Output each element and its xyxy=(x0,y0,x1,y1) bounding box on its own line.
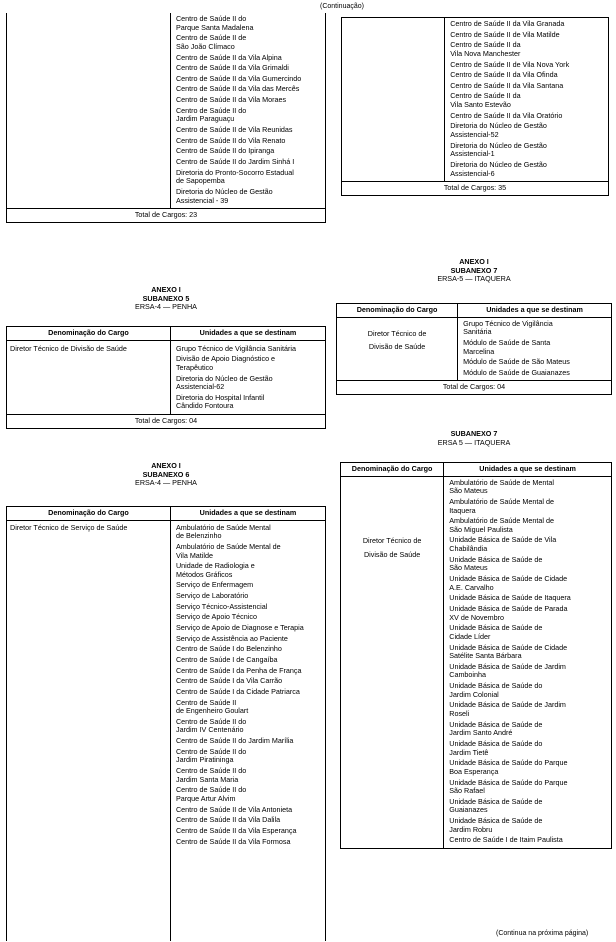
unit-item: Centro de Saúde II do Jardim Piratininga xyxy=(175,746,247,765)
cargo-line-2: Divisão de Saúde xyxy=(363,550,421,560)
subanexo-title: SUBANEXO 5 xyxy=(142,293,190,303)
unit-item: Diretoria do Núcleo de Gestão Assistencial-1 xyxy=(450,140,547,159)
cargo-name xyxy=(341,477,444,848)
column-header-unidades: Unidades a que se destinam xyxy=(199,508,297,517)
unit-item: Unidade Básica de Saúde de Parada XV de Novembro xyxy=(449,603,568,622)
top-right-total: Total de Cargos: 35 xyxy=(342,181,608,195)
subanexo5-unit-list xyxy=(171,341,325,414)
unit-item: Serviço de Assistência ao Paciente xyxy=(175,633,288,643)
unit-item: Diretoria do Núcleo de Gestão Assistencial - 39 xyxy=(175,186,273,205)
column-header-cargo: Denominação do Cargo xyxy=(7,507,171,520)
unit-item: Centro de Saúde I de Itaim Paulista xyxy=(449,835,563,845)
subanexo-title: SUBANEXO 7 xyxy=(450,429,498,438)
subanexo5-heading xyxy=(6,286,326,312)
subanexo-title: SUBANEXO 7 xyxy=(450,265,498,275)
top-left-total: Total de Cargos: 23 xyxy=(7,208,325,222)
anexo-title: ANEXO I xyxy=(151,285,181,294)
unit-item: Centro de Saúde II do Jardim Marília xyxy=(175,736,294,746)
unit-item: Serviço de Enfermagem xyxy=(175,580,254,590)
anexo-title: ANEXO I xyxy=(151,461,181,470)
unit-item: Unidade Básica de Saúde do Jardim Colonial xyxy=(449,681,543,699)
unit-item: Unidade Básica de Saúde de São Mateus xyxy=(449,554,543,573)
subanexo7b-table xyxy=(340,462,612,849)
unit-item: Centro de Saúde I da Vila Carrão xyxy=(175,676,283,686)
continuation-header: (Continuação) xyxy=(320,3,364,10)
subanexo-title: SUBANEXO 6 xyxy=(142,469,190,479)
unit-item: Centro de Saúde II da Vila Esperança xyxy=(175,825,297,835)
unit-item: Centro de Saúde II de Vila Antonieta xyxy=(175,804,293,814)
unit-item: Unidade Básica de Saúde de Jardim Robru xyxy=(449,816,543,834)
unit-item: Unidade Básica de Saúde do Jardim Tietê xyxy=(449,738,543,757)
unit-item: Centro de Saúde II do Ipiranga xyxy=(175,146,275,156)
unit-item: Ambulatório de Saúde Mental de Itaquera xyxy=(449,496,554,515)
unit-item: Unidade Básica de Saúde de Guaianazes xyxy=(449,796,543,815)
unit-item: Centro de Saúde II da Vila das Mercês xyxy=(175,84,300,94)
unit-item: Centro de Saúde I da Penha de França xyxy=(175,665,302,675)
unit-item: Centro de Saúde II da Vila Dalila xyxy=(175,815,281,825)
unit-item: Serviço Técnico-Assistencial xyxy=(175,601,268,611)
subanexo7a-total: Total de Cargos: 04 xyxy=(337,380,611,394)
unit-item: Centro de Saúde II de Engenheiro Goulart xyxy=(175,697,249,716)
ersa-title: ERSA-4 — PENHA xyxy=(135,478,197,488)
unit-item: Módulo de Saúde de São Mateus xyxy=(463,357,570,367)
column-header-cargo: Denominação do Cargo xyxy=(337,304,458,317)
ersa-title: ERSA-4 — PENHA xyxy=(135,302,197,312)
subanexo6-unit-list xyxy=(171,521,325,941)
unit-item: Centro de Saúde II da Vila Granada xyxy=(450,19,565,28)
unit-item: Centro de Saúde II do Parque Artur Alvim xyxy=(175,785,247,803)
unit-item: Centro de Saúde I de Cangaíba xyxy=(175,654,278,664)
unit-item: Centro de Saúde II da Vila Alpina xyxy=(175,52,282,62)
unit-item: Ambulatório de Saúde Mental de Belenzinho xyxy=(175,522,271,541)
unit-item: Centro de Saúde II de São João Clímaco xyxy=(175,33,247,51)
unit-item: Centro de Saúde II do Jardim Santa Maria xyxy=(175,766,247,784)
unit-item: Unidade de Radiologia e Métodos Gráficos xyxy=(175,561,255,579)
subanexo5-table xyxy=(6,326,326,429)
unit-item: Centro de Saúde I do Belenzinho xyxy=(175,644,282,654)
ersa-title: ERSA-5 — ITAQUERA xyxy=(437,274,511,284)
cargo-name xyxy=(337,318,458,381)
unit-item: Unidade Básica de Saúde de Jardim Santo André xyxy=(449,719,543,738)
unit-item: Serviço de Apoio Técnico xyxy=(175,612,257,622)
unit-item: Unidade Básica de Saúde de Itaquera xyxy=(449,593,571,603)
subanexo7b-unit-list xyxy=(444,477,611,848)
unit-item: Centro de Saúde II do Vila Renato xyxy=(175,135,286,145)
unit-item: Unidade Básica de Saúde de Cidade Satélite Santa Bárbara xyxy=(449,642,568,661)
subanexo5-total: Total de Cargos: 04 xyxy=(7,414,325,428)
unit-item: Centro de Saúde II de Vila Matilde xyxy=(450,29,560,39)
unit-item: Unidade Básica de Saúde de Cidade A.E. Carvalho xyxy=(449,574,568,592)
column-header-unidades: Unidades a que se destinam xyxy=(479,464,576,473)
subanexo7a-unit-list xyxy=(458,318,611,381)
subanexo7a-table xyxy=(336,303,612,395)
unit-item: Centro de Saúde II do Jardim Paraguaçu xyxy=(175,105,247,124)
cargo-line-1: Diretor Técnico de xyxy=(367,328,427,338)
top-right-unit-list xyxy=(445,18,608,181)
unit-item: Unidade Básica de Saúde de Jardim Camboinha xyxy=(449,661,566,680)
subanexo7b-heading xyxy=(336,430,612,447)
unit-item: Ambulatório de Saúde de Mental São Mateus xyxy=(449,477,554,496)
unit-item: Centro de Saúde II da Vila Santo Estevão xyxy=(450,91,521,110)
unit-item: Centro de Saúde I da Cidade Patriarca xyxy=(175,686,300,696)
unit-item: Divisão de Apoio Diagnóstico e Terapêutico xyxy=(175,354,276,372)
unit-item: Centro de Saúde II de Vila Nova York xyxy=(450,59,570,69)
unit-item: Centro de Saúde II da Vila Ofinda xyxy=(450,70,558,80)
unit-item: Módulo de Saúde de Santa Marcelina xyxy=(463,337,551,356)
cargo-name: Diretor Técnico de Serviço de Saúde xyxy=(7,521,171,941)
unit-item: Centro de Saúde II da Vila Oratório xyxy=(450,110,563,120)
unit-item: Centro de Saúde II de Vila Reunidas xyxy=(175,125,293,135)
unit-item: Unidade Básica de Saúde do Parque São Rafael xyxy=(449,777,568,796)
unit-item: Serviço de Apoio de Diagnose e Terapia xyxy=(175,623,304,633)
unit-item: Centro de Saúde II do Jardim IV Centenário xyxy=(175,716,247,735)
unit-item: Centro de Saúde II da Vila Formosa xyxy=(175,836,291,846)
unit-item: Centro de Saúde II do Parque Santa Madalena xyxy=(175,14,254,32)
top-left-table xyxy=(6,13,326,223)
column-header-unidades: Unidades a que se destinam xyxy=(199,328,297,337)
unit-item: Centro de Saúde II do Jardim Sinhá I xyxy=(175,156,295,166)
column-header-cargo: Denominação do Cargo xyxy=(7,327,171,340)
unit-item: Unidade Básica de Saúde do Parque Boa Esperança xyxy=(449,758,568,776)
subanexo6-heading xyxy=(6,462,326,488)
unit-item: Centro de Saúde II da Vila Santana xyxy=(450,80,564,90)
subanexo7a-heading xyxy=(336,258,612,284)
unit-item: Unidade Básica de Saúde de Cidade Líder xyxy=(449,623,543,641)
unit-item: Grupo Técnico de Vigilância Sanitária xyxy=(463,318,553,337)
unit-item: Diretoria do Hospital Infantil Cândido Fontoura xyxy=(175,392,265,411)
top-left-unit-list xyxy=(171,13,325,208)
top-right-table xyxy=(341,17,609,196)
cargo-line-1: Diretor Técnico de xyxy=(362,535,422,545)
unit-item: Grupo Técnico de Vigilância Sanitária xyxy=(175,343,296,353)
unit-item: Unidade Básica de Saúde de Vila Chabilândia xyxy=(449,535,557,554)
cargo-line-2: Divisão de Saúde xyxy=(368,342,426,352)
unit-item: Diretoria do Núcleo de Gestão Assistencial-52 xyxy=(450,121,547,140)
unit-item: Centro de Saúde II da Vila Moraes xyxy=(175,95,287,105)
unit-item: Ambulatório de Saúde Mental de Vila Matilde xyxy=(175,541,281,560)
unit-item: Centro de Saúde II da Vila Gumercindo xyxy=(175,73,302,83)
unit-item: Unidade Básica de Saúde de Jardim Roseli xyxy=(449,700,566,719)
anexo-title: ANEXO I xyxy=(459,257,489,266)
column-header-unidades: Unidades a que se destinam xyxy=(486,305,583,314)
unit-item: Módulo de Saúde de Guaianazes xyxy=(463,367,570,377)
continuation-footer: (Continua na próxima página) xyxy=(496,930,589,937)
unit-item: Diretoria do Núcleo de Gestão Assistencial-62 xyxy=(175,373,273,392)
ersa-title: ERSA 5 — ITAQUERA xyxy=(437,437,511,447)
unit-item: Diretoria do Pronto-Socorro Estadual de Sapopemba xyxy=(175,167,294,186)
unit-item: Serviço de Laboratório xyxy=(175,591,249,601)
column-header-cargo: Denominação do Cargo xyxy=(341,463,444,476)
subanexo6-table xyxy=(6,506,326,941)
unit-item: Diretoria do Núcleo de Gestão Assistencial-6 xyxy=(450,159,547,178)
unit-item: Ambulatório de Saúde Mental de São Miguel Paulista xyxy=(449,516,554,534)
unit-item: Centro de Saúde II da Vila Grimaldi xyxy=(175,63,289,73)
cargo-name: Diretor Técnico de Divisão de Saúde xyxy=(7,341,171,414)
unit-item: Centro de Saúde II da Vila Nova Manchester xyxy=(450,40,521,58)
